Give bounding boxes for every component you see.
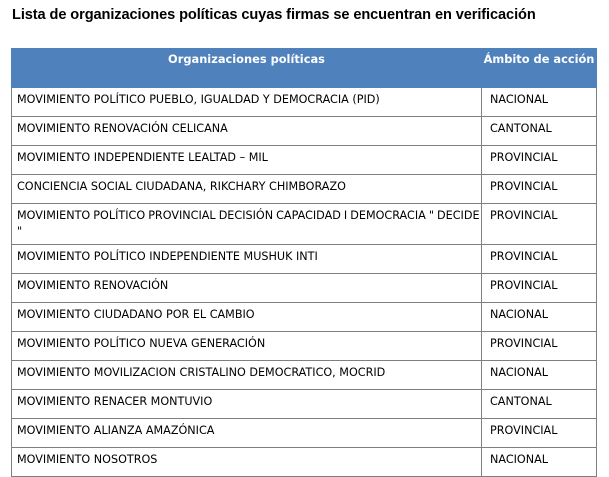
- organization-name: MOVIMIENTO POLÍTICO PUEBLO, IGUALDAD Y DEMOCRACIA (PID): [12, 88, 482, 117]
- organization-scope: PROVINCIAL: [482, 332, 597, 361]
- table-row: [12, 274, 597, 303]
- organization-name: MOVIMIENTO POLÍTICO PROVINCIAL DECISIÓN CAPACIDAD I DEMOCRACIA " DECIDE ": [12, 204, 482, 245]
- organization-name: MOVIMIENTO ALIANZA AMAZÓNICA: [12, 419, 482, 448]
- organization-scope: PROVINCIAL: [482, 419, 597, 448]
- organization-name: MOVIMIENTO RENOVACIÓN: [12, 274, 482, 303]
- organization-scope: CANTONAL: [482, 390, 597, 419]
- table-row: [12, 303, 597, 332]
- table-row: [12, 146, 597, 175]
- organization-name: MOVIMIENTO RENOVACIÓN CELICANA: [12, 117, 482, 146]
- column-header-organizations[interactable]: Organizaciones políticas: [12, 49, 482, 88]
- table-row: [12, 361, 597, 390]
- organization-scope: PROVINCIAL: [482, 204, 597, 245]
- organization-name: MOVIMIENTO POLÍTICO NUEVA GENERACIÓN: [12, 332, 482, 361]
- table-header-row: [12, 49, 597, 88]
- table-row: [12, 245, 597, 274]
- organization-scope: NACIONAL: [482, 303, 597, 332]
- table-row: [12, 390, 597, 419]
- table-row: [12, 117, 597, 146]
- organization-scope: PROVINCIAL: [482, 274, 597, 303]
- table-row: [12, 332, 597, 361]
- table-row: [12, 448, 597, 477]
- table-row: [12, 175, 597, 204]
- organization-scope: NACIONAL: [482, 88, 597, 117]
- organization-name: MOVIMIENTO POLÍTICO INDEPENDIENTE MUSHUK INTI: [12, 245, 482, 274]
- organizations-table: [11, 48, 597, 477]
- organization-name: MOVIMIENTO CIUDADANO POR EL CAMBIO: [12, 303, 482, 332]
- organization-name: MOVIMIENTO RENACER MONTUVIO: [12, 390, 482, 419]
- organization-scope: NACIONAL: [482, 448, 597, 477]
- organization-name: CONCIENCIA SOCIAL CIUDADANA, RIKCHARY CHIMBORAZO: [12, 175, 482, 204]
- organization-scope: CANTONAL: [482, 117, 597, 146]
- table-row: [12, 88, 597, 117]
- page-title: Lista de organizaciones políticas cuyas firmas se encuentran en verificación: [12, 7, 536, 23]
- column-header-scope[interactable]: Ámbito de acción: [482, 49, 597, 88]
- organization-name: MOVIMIENTO MOVILIZACION CRISTALINO DEMOCRATICO, MOCRID: [12, 361, 482, 390]
- organization-name: MOVIMIENTO NOSOTROS: [12, 448, 482, 477]
- organization-scope: PROVINCIAL: [482, 146, 597, 175]
- table-row: [12, 419, 597, 448]
- organization-scope: PROVINCIAL: [482, 245, 597, 274]
- organization-scope: PROVINCIAL: [482, 175, 597, 204]
- organization-scope: NACIONAL: [482, 361, 597, 390]
- table-row: [12, 204, 597, 245]
- organization-name: MOVIMIENTO INDEPENDIENTE LEALTAD – MIL: [12, 146, 482, 175]
